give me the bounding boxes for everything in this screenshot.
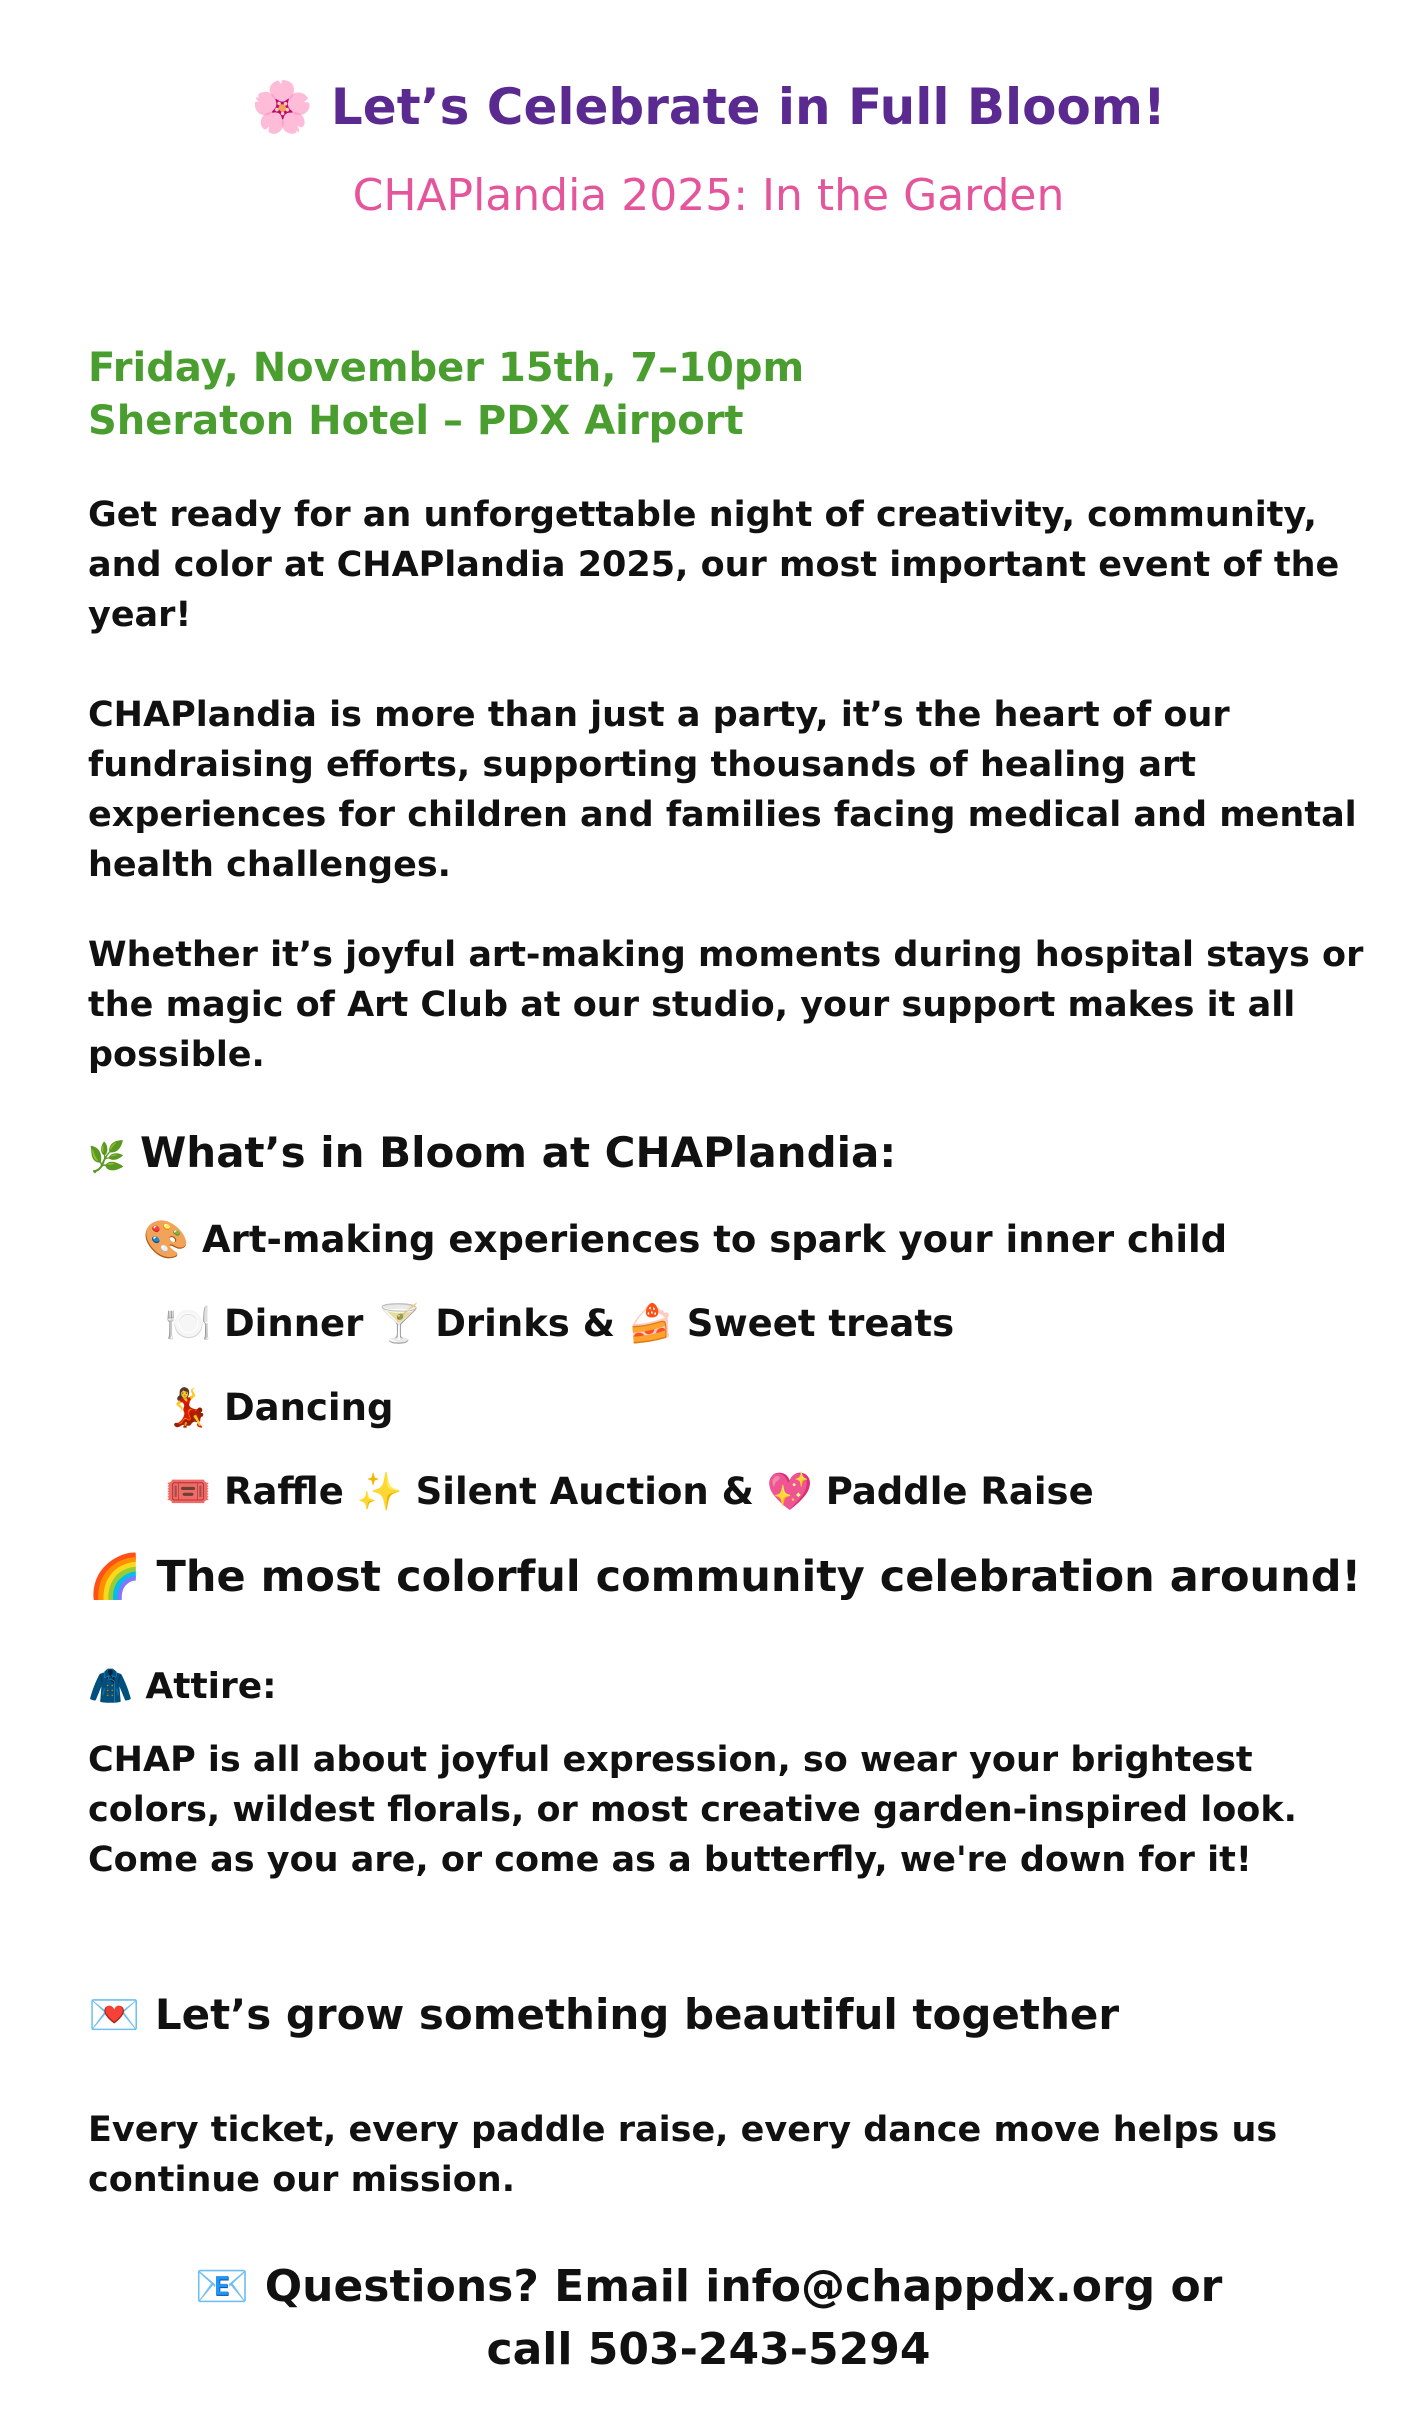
email-icon: 📧 xyxy=(194,2261,250,2312)
herb-icon: 🌿 xyxy=(88,1140,126,1175)
list-item: 🎨 Art-making experiences to spark your inner child xyxy=(143,1218,1228,1261)
subtitle: CHAPlandia 2025: In the Garden xyxy=(352,170,1065,221)
coat-icon: 🧥 xyxy=(88,1666,133,1707)
list-item: 🍽️ Dinner 🍸 Drinks & 🍰 Sweet treats xyxy=(165,1302,955,1345)
attire-paragraph: CHAP is all about joyful expression, so wear your brightest colors, wildest florals, or most creative garden-inspired look. Come as you are, or come as a butterfly, we're down for it! xyxy=(88,1740,1297,1880)
attire-heading: 🧥 Attire: xyxy=(88,1666,277,1707)
support-paragraph: Whether it’s joyful art-making moments during hospital stays or the magic of Art Club at our studio, your support makes it all possible. xyxy=(88,935,1364,1075)
bloom-heading: 🌿 What’s in Bloom at CHAPlandia: xyxy=(88,1128,897,1177)
flower-icon: 🌸 xyxy=(251,78,314,136)
ticket-icon: 🎟️ xyxy=(165,1470,212,1513)
event-datetime: Friday, November 15th, 7–10pm xyxy=(88,345,805,391)
list-item: 💃 Dancing xyxy=(165,1386,394,1429)
dinner-icon: 🍽️ xyxy=(165,1302,212,1345)
grow-paragraph: Every ticket, every paddle raise, every dance move helps us continue our mission. xyxy=(88,2110,1278,2200)
intro-paragraph: Get ready for an unforgettable night of creativity, community, and color at CHAPlandia 2025, our most important event of the year! xyxy=(88,495,1340,635)
dancer-icon: 💃 xyxy=(165,1386,212,1429)
page-title xyxy=(0,78,1417,137)
rainbow-line: 🌈 The most colorful community celebration around! xyxy=(88,1552,1362,1602)
grow-heading: 💌 Let’s grow something beautiful together xyxy=(88,1990,1120,2039)
title-text: Let’s Celebrate in Full Bloom! xyxy=(330,78,1166,136)
mission-paragraph: CHAPlandia is more than just a party, it’s the heart of our fundraising efforts, supporting thousands of healing art experiences for children and families facing medical and mental health challenges. xyxy=(88,695,1357,885)
rainbow-icon: 🌈 xyxy=(88,1552,142,1602)
contact-line-1: 📧 Questions? Email info@chappdx.org or xyxy=(194,2261,1223,2312)
list-item: 🎟️ Raffle ✨ Silent Auction & 💖 Paddle Raise xyxy=(165,1470,1094,1513)
event-venue: Sheraton Hotel – PDX Airport xyxy=(88,398,744,444)
palette-icon: 🎨 xyxy=(143,1218,190,1261)
love-letter-icon: 💌 xyxy=(88,1990,141,2039)
contact-line-2: call 503-243-5294 xyxy=(486,2324,931,2375)
